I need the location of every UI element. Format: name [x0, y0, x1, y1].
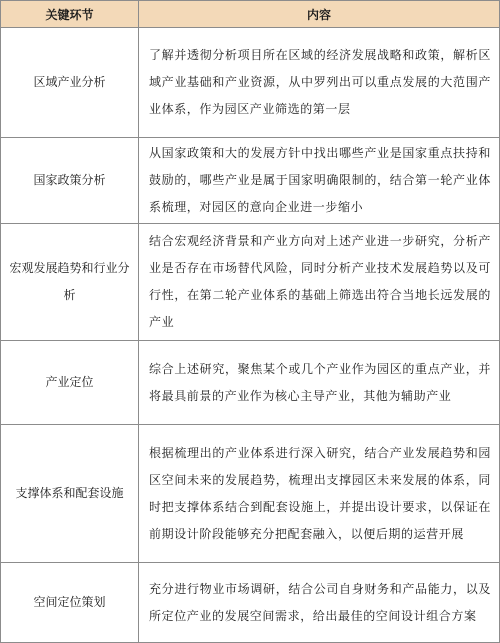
row-content: 结合宏观经济背景和产业方向对上述产业进一步研究，分析产业是否存在市场替代风险，同时分析产业技术发展趋势以及可行性，在第二轮产业体系的基础上筛选出符合当地长远发展的产业 — [139, 224, 500, 341]
row-content: 了解并透彻分析项目所在区域的经济发展战略和政策，解析区域产业基础和产业资源，从中罗列出可以重点发展的大范围产业体系，作为园区产业筛选的第一层 — [139, 28, 500, 138]
table-row — [1, 138, 500, 224]
table-row — [1, 28, 500, 138]
row-content: 根据梳理出的产业体系进行深入研究，结合产业发展趋势和园区空间未来的发展趋势，梳理出支撑园区未来发展的体系，同时把支撑体系结合到配套设施上，并提出设计要求，以保证在前期设计阶段能够充分把配套融入，以便后期的运营开展 — [139, 425, 500, 563]
row-stage: 产业定位 — [1, 341, 139, 425]
row-stage: 支撑体系和配套设施 — [1, 425, 139, 563]
row-content: 从国家政策和大的发展方针中找出哪些产业是国家重点扶持和鼓励的，哪些产业是属于国家明确限制的，结合第一轮产业体系梳理，对园区的意向企业进一步缩小 — [139, 138, 500, 224]
row-stage: 空间定位策划 — [1, 563, 139, 643]
table-row — [1, 563, 500, 643]
row-stage: 宏观发展趋势和行业分析 — [1, 224, 139, 341]
header-key-stage: 关键环节 — [1, 1, 139, 28]
table-header-row — [1, 1, 500, 28]
table-row — [1, 425, 500, 563]
row-content: 综合上述研究，聚焦某个或几个产业作为园区的重点产业，并将最具前景的产业作为核心主导产业，其他为辅助产业 — [139, 341, 500, 425]
header-content: 内容 — [139, 1, 500, 28]
table-row — [1, 224, 500, 341]
row-stage: 国家政策分析 — [1, 138, 139, 224]
table-row — [1, 341, 500, 425]
row-stage: 区域产业分析 — [1, 28, 139, 138]
row-content: 充分进行物业市场调研，结合公司自身财务和产品能力，以及所定位产业的发展空间需求，给出最佳的空间设计组合方案 — [139, 563, 500, 643]
